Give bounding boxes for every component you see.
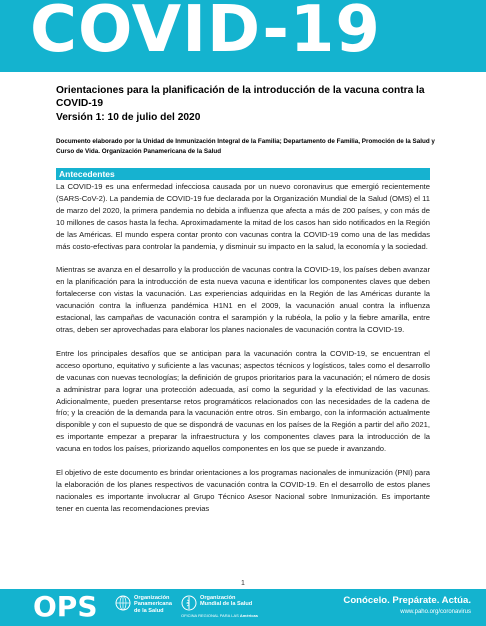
paho-emblem-icon (115, 595, 131, 611)
who-name-line: Organización (200, 595, 236, 601)
paho-name (134, 595, 172, 614)
slogan: Conócelo. Prepárate. Actúa. (343, 595, 471, 606)
who-emblem-icon (181, 595, 197, 611)
paho-name-line: Panamericana (134, 601, 172, 608)
who-subtitle (181, 613, 258, 618)
document-title: Orientaciones para la planificación de la introducción de la vacuna contra la COVID-19 (56, 85, 425, 109)
footer-url[interactable]: www.paho.org/coronavirus (400, 609, 471, 615)
footer-banner (0, 589, 486, 626)
section-heading: Antecedentes (59, 169, 115, 179)
banner-title: COVID-19 (30, 0, 381, 67)
section-heading-bar (56, 168, 430, 180)
body-text (56, 181, 430, 527)
paragraph: Entre los principales desafíos que se anticipan para la vacunación contra la COVID-19, se encuentran el acceso oportuno, equitativo y suficiente a las vacunas; aspectos técnicos y logísticos, tales como el desarrollo de vacunas con nuevas tecnologías; la definición de grupos prioritarios para la vacunación; el número de dosis a administrar para lograr una protección adecuada, así como la seguridad y la efectividad de las vacunas. Adicionalmente, pueden presentarse retos programáticos relacionados con las necesidades de la cadena de frío; y la creación de la demanda para la vacunación entre otros. Sin embargo, con la información actualmente disponible y con el supuesto de que se dispondrá de vacunas en los países de la Región a partir del año 2021, es importante empezar a preparar la infraestructura y los componentes claves para la introducción de la vacuna en todos los países, priorizando aquellos componentes en los que se puede ir avanzando. (56, 348, 430, 454)
who-name (200, 595, 252, 608)
document-version: Versión 1: 10 de julio del 2020 (56, 112, 201, 123)
page-number: 1 (241, 580, 245, 587)
paragraph: El objetivo de este documento es brindar orientaciones a los programas nacionales de inmunización (PNI) para la elaboración de los planes respectivos de vacunación contra la COVID-19. En el desarrollo de estos planes nacionales es importante involucrar al Grupo Técnico Asesor Nacional sobre Inmunización. Es importante tener en cuenta las recomendaciones previas (56, 468, 430, 513)
who-name-line: Mundial de la Salud (200, 601, 253, 608)
who-subtitle-line: OFICINA REGIONAL PARA LAS (181, 613, 239, 618)
paragraph: La COVID-19 es una enfermedad infecciosa causada por un nuevo coronavirus que emergió recientemente (SARS-CoV-2). La pandemia de COVID-19 fue declarada por la Organización Mundial de la Salud (OMS) el 11 de marzo del 2020, la primera pandemia no debida a influenza que afecta a más de 200 países, y con más de 10 millones de casos hasta la fecha. Aproximadamente la mitad de los casos han sido notificados en la Región de las Américas. El mundo espera contar pronto con vacunas contra la COVID-19 como una de las medidas más costo-efectivas para controlar la pandemia, y disminuir su impacto en la salud, la economía y la sociedad. (56, 182, 430, 251)
paragraph: Mientras se avanza en el desarrollo y la producción de vacunas contra la COVID-19, los países deben avanzar en la planificación para la introducción de esta nueva vacuna e identificar los componentes claves que deben fortalecerse con vistas la vacunación. Las experiencias adquiridas en la Región de las Américas durante la vacunación contra la influenza pandémica H1N1 en el 2009, la vacunación anual contra la influenza estacional, las campañas de vacunación contra el sarampión y la rubéola, la polio y la fiebre amarilla, entre otras, deben ser aprovechadas para elaborar los planes nacionales de vacunación contra la COVID-19. (56, 265, 430, 334)
who-subtitle-region: Américas (239, 613, 258, 618)
paho-name-line: Organización (134, 595, 170, 601)
header-banner (0, 0, 486, 72)
document-credit: Documento elaborado por la Unidad de Inmunización Integral de la Familia; Departamento de Familia, Promoción de la Salud y Curso de Vida. Organización Panamericana de la Salud (56, 138, 435, 155)
ops-logo: OPS (33, 590, 98, 623)
paho-name-line: de la Salud (134, 607, 164, 614)
